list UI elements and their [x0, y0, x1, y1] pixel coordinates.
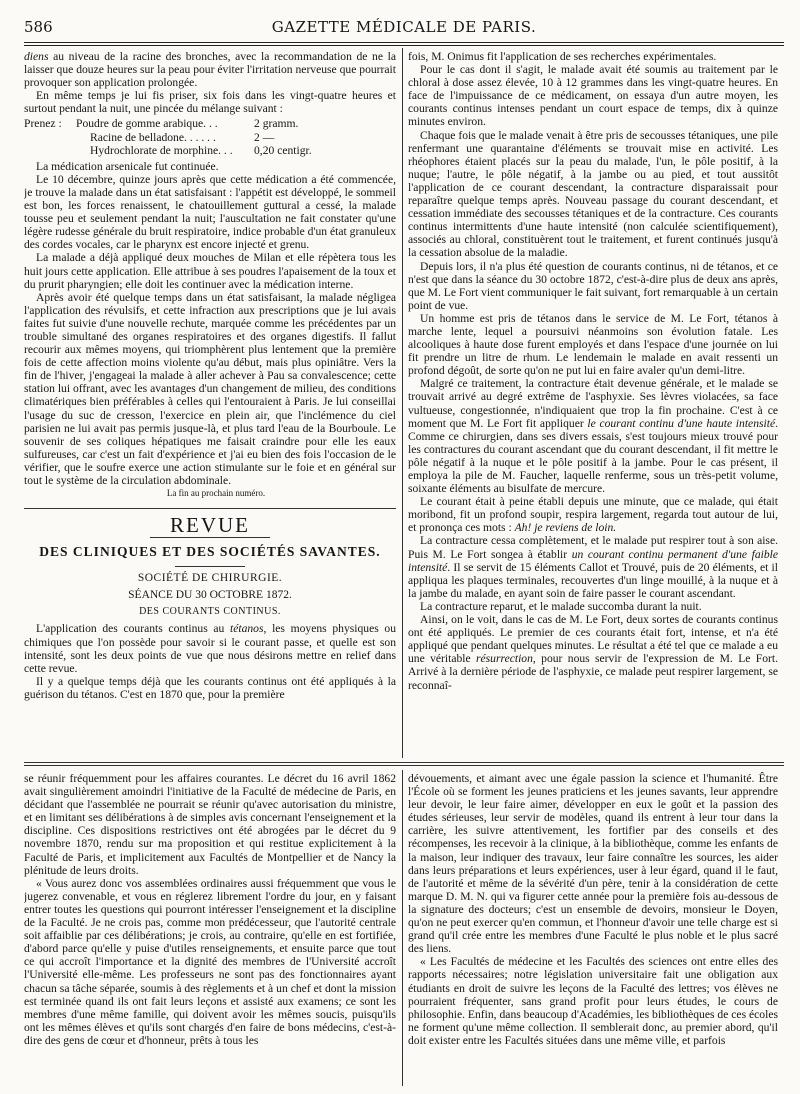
paragraph: L'application des courants continus au tétanos, les moyens physiques ou chimiques que l'on possède pour savoir si le courant passe, et quelle est son intensité, sont les deux points de vue que nous désirons mettre en relief dans cette revue.: [24, 622, 396, 675]
left-column: [24, 50, 396, 756]
session-date: SÉANCE DU 30 OCTOBRE 1872.: [128, 589, 292, 602]
paragraph: dévouements, et aimant avec une égale passion la science et l'humanité. Être l'École où se forment les jeunes praticiens et les jeunes savants, leur apprendre leur devoir, le leur faire aimer, développer en eux le goût et la passion des études sérieuses, leur servir de modèles, quand ils entrent à leur tour dans la carrière, les suivre attentivement, les fortifier par des conseils et des récompenses, les recevoir à la clinique, à la bibliothèque, comme les enfants de la maison, leur indiquer des travaux, leur faire connaître les sources, les aider dans leurs préparations et leurs expériences, user à leur égard, quand il le faut, de l'autorité et même de la sévérité d'un père, tenir à la considération de cette marque D. M. N. qui va figurer cette année pour la première fois au-dessous de la signature des docteurs; c'est un ensemble de devoirs, monsieur le Doyen, qu'on ne peut exercer qu'en commun, et l'honneur d'avoir une telle charge est si grand qu'il crée entre les membres d'une Faculté le plus noble et le plus sacré des liens.: [408, 772, 778, 956]
column-divider: [402, 48, 403, 758]
prescription: [24, 117, 396, 156]
bottom-right-column: [408, 772, 778, 1084]
prescription-item: Poudre de gomme arabique. . .: [76, 117, 218, 131]
paragraph: « Les Facultés de médecine et les Facultés des sciences ont entre elles des rapports nécessaires; notre législation universitaire fait une obligation aux étudiants en droit de suivre les leçons de la Faculté des lettres; vos élèves ne pourraient fréquenter, sans grand profit pour leurs études, le cours de philosophie. Enfin, dans beaucoup d'Académies, les bibliothèques de ces écoles ne forment qu'une même collection. Il semblerait donc, au premier abord, qu'il doit exister entre les Facultés situées dans une même ville, et parfois: [408, 955, 778, 1047]
paragraph: fois, M. Onimus fit l'application de ses recherches expérimentales.: [408, 50, 717, 63]
page-split-rule: [24, 762, 784, 763]
bottom-left-column: [24, 772, 396, 1084]
paragraph: Depuis lors, il n'a plus été question de courants continus, ni de tétanos, et ce n'est que dans la séance du 30 octobre 1872, c'est-à-dire plus de deux ans après, que M. Le Fort vient communiquer le fait suivant, fort remarquable à un certain point de vue.: [408, 259, 778, 312]
section-rule: [24, 508, 396, 509]
column-divider: [402, 770, 403, 1086]
paragraph: En même temps je lui fis priser, six fois dans les vingt-quatre heures et surtout pendant la nuit, une pincée du mélange suivant :: [24, 89, 396, 116]
journal-title: GAZETTE MÉDICALE DE PARIS.: [271, 18, 537, 36]
section-title: SOCIÉTÉ DE CHIRURGIE.: [137, 572, 283, 585]
paragraph: se réunir fréquemment pour les affaires courantes. Le décret du 16 avril 1862 avait singulièrement amoindri l'initiative de la Faculté de médecine de Paris, en décidant que l'assemblée ne pourrait se réunir qu'avec autorisation du ministre, et en limitant ses délibérations à de simples avis concernant l'enseignement et la discipline. Ces dispositions restrictives ont été abrogées par le décret du 9 novembre 1870, rendu sur ma proposition et qui restitue explicitement à la Faculté de Paris, et implicitement aux Facultés de Montpellier et de Nancy la plénitude de leurs droits.: [24, 772, 396, 877]
paragraph: La contracture cessa complètement, et le malade put respirer tout à son aise. Puis M. Le Fort songea à établir un courant continu permanent d'une faible intensité. Il se servit de 15 éléments Callot et Trouvé, puis de 20 éléments, et il appliqua les plaques terminales, recouvertes d'un linge mouillé, à la nuque et à la jambe du malade, en ayant soin de faire passer le courant ascendant.: [408, 534, 778, 600]
prescription-dose: 2 —: [254, 130, 275, 144]
divider: [175, 566, 245, 567]
paragraph: diens au niveau de la racine des bronches, avec la recommandation de ne la laisser que douze heures sur la peau pour éviter l'irritation nerveuse que pourrait provoquer son application prolongée.: [24, 50, 396, 90]
paragraph: La malade a déjà appliqué deux mouches de Milan et elle répètera tous les huit jours cette application. Elle attribue à ses poudres l'apaisement de la toux et du prurit pharyngien; elle doit les continuer avec la médication interne.: [24, 251, 396, 291]
prescription-item: Racine de belladone. . . . . .: [90, 130, 216, 144]
right-column: [408, 50, 778, 756]
paragraph: Pour le cas dont il s'agit, le malade avait été soumis au traitement par le chloral à dose assez élevée, 10 à 12 grammes dans les vingt-quatre heures. En face de l'impuissance de ce médicament, on essaya d'un autre moyen, les courants continus intenses pendant un court espace de temps, dix à quinze minutes environ.: [408, 63, 778, 129]
prescription-label: Prenez :: [24, 117, 62, 131]
prescription-dose: 0,20 centigr.: [254, 143, 312, 157]
paragraph: Le 10 décembre, quinze jours après que cette médication a été commencée, je trouve la malade dans un état satisfaisant : l'appétit est développé, le sommeil est bon, les forces renaissent, le chatouillement guttural a cessé, la malade tousse peu et seulement pendant la nuit; l'auscultation ne fait constater qu'une légère rudesse générale du bruit respiratoire, indice probable d'un état granuleux des cordes vocales, car le pharynx est encore injecté et grenu.: [24, 172, 396, 252]
topic-title: DES COURANTS CONTINUS.: [139, 606, 281, 618]
paragraph: « Vous aurez donc vos assemblées ordinaires aussi fréquemment que vous le jugerez convenable, et vous en réglerez librement l'ordre du jour, en y faisant entrer toutes les questions qui pourront intéresser l'enseignement et la discipline de la Faculté. Je ne crois pas, comme mon prédécesseur, que l'autorité centrale soit affaiblie par ces délibérations; je crois, au contraire, qu'elle en est fortifiée, d'abord parce qu'elle y puise d'utiles renseignements, et ensuite parce que tout ce qui accroît l'importance et la dignité des membres de l'Université accroît l'Université elle-même. Les professeurs ne sont pas des fonctionnaires ayant chacun sa tâche séparée, soumis à des règlements et à un chef et dont la mission est terminée quand ils ont fait leurs leçons et assisté aux examens; ce sont les membres d'une même famille, qui doivent avoir les mêmes soucis, puisqu'ils ont les mêmes élèves et qu'ils sont chargés d'en faire de bons médecins, c'est-à-dire des gens de cœur et d'honneur, prêts à tous les: [24, 876, 396, 1047]
paragraph: Après avoir été quelque temps dans un état satisfaisant, la malade négligea l'application des révulsifs, et cette infraction aux prescriptions que je lui avais faites fut suivie d'une nouvelle rechute, marquée comme les précédentes par un trouble simultané des organes respiratoires et des organes digestifs. Il fallut recourir aux mêmes moyens, qui triomphèrent plus lentement que la première fois de cette affection moins violente qu'au début, mais plus opiniâtre. Vers la fin de l'hiver, j'engageai la malade à aller achever à Pau sa convalescence; cette station lui offrant, avec les avantages d'un changement de milieu, des conditions climatériques bien préférables à celles qui l'entouraient à Paris. Je lui conseillai l'usage du suc de cresson, l'exercice en plein air, que l'inclémence du ciel parisien ne lui avait pas permis jusque-là, et plus tard l'eau de la Bourboule. Le souvenir de ses coliques hépatiques me faisait craindre pour elle les eaux sulfureuses, car c'est un fait d'expérience et j'ai eu bien des fois l'occasion de le vérifier, que le soufre exerce une action stimulante sur le foie et en général sur tout le système de la circulation abdominale.: [24, 290, 396, 487]
paragraph: La médication arsenicale fut continuée.: [36, 159, 219, 173]
paragraph: La contracture reparut, et le malade succomba durant la nuit.: [420, 599, 702, 613]
paragraph: Le courant était à peine établi depuis une minute, que ce malade, qui était moribond, fit un profond soupir, respira largement, regarda tout autour de lui, et prononça ces mots : Ah! je reviens de loin.: [408, 495, 778, 535]
revue-title: REVUE: [150, 513, 270, 538]
paragraph: Malgré ce traitement, la contracture était devenue générale, et le malade se trouvait arrivé au degré extrême de l'asphyxie. Ses lèvres violacées, sa face vultueuse, congestionnée, n'indiquaient que trop la fin prochaine. C'est à ce moment que M. Le Fort fit appliquer le courant continu d'une haute intensité. Comme ce chirurgien, dans ses divers essais, s'est toujours mieux trouvé pour les contractures du courant ascendant que du courant descendant, il fit mettre le pôle négatif à la nuque et le pôle positif à la jambe. Pour le cas présent, il employa la pile de M. Faucher, laquelle renferme, sous un très-petit volume, soixante éléments au bisulfate de mercure.: [408, 377, 778, 496]
continued-note: La fin au prochain numéro.: [166, 488, 266, 499]
paragraph: Ainsi, on le voit, dans le cas de M. Le Fort, deux sortes de courants continus ont été appliqués. Le premier de ces courants était fort, intense, et n'a été appliqué que pendant quelques minutes. Le résultat a été tel que ce malade a eu une véritable résurrection, pour nous servir de l'expression de M. Le Fort. Arrivé à la dernière période de l'asphyxie, ce malade peut respirer largement, se reconnaî-: [408, 613, 778, 692]
paragraph: Chaque fois que le malade venait à être pris de secousses tétaniques, une pile renfermant une quarantaine d'éléments se trouvait mise en activité. Les rhéophores étaient placés sur la peau du malade, l'un, le pôle positif, à la nuque; l'autre, le pôle négatif, à la jambe ou au pied, et tout aussitôt l'application de ce courant descendant, la contracture disparaissait pour reparaître quelque temps après. Nouveau passage du courant descendant, et cessation immédiate des secousses tétaniques et de la contracture. Ces courants continus intermittents d'une haute intensité (non calculée scientifiquement), associés au chloral, constituèrent tout le traitement, et furent continués jusqu'à la cessation absolue de la maladie.: [408, 128, 778, 260]
prescription-item: Hydrochlorate de morphine. . .: [90, 143, 233, 157]
page-number: 586: [24, 18, 53, 36]
revue-subtitle: DES CLINIQUES ET DES SOCIÉTÉS SAVANTES.: [39, 544, 381, 560]
paragraph: Un homme est pris de tétanos dans le service de M. Le Fort, tétanos à marche lente, lequel a poursuivi néanmoins son évolution fatale. Les alcooliques à haute dose furent employés et dans l'espace d'une journée on lui fit prendre un litre de rhum. Le lendemain le malade en avait ressenti un profond dégoût, de sorte qu'on ne put lui en faire avaler qu'un demi-litre.: [408, 311, 778, 378]
paragraph: Il y a quelque temps déjà que les courants continus ont été appliqués à la guérison du tétanos. C'est en 1870 que, pour la première: [24, 674, 396, 701]
header-rule: [24, 42, 784, 46]
page-split-rule: [24, 765, 784, 766]
page-header: [24, 18, 784, 40]
prescription-dose: 2 gramm.: [254, 117, 299, 131]
